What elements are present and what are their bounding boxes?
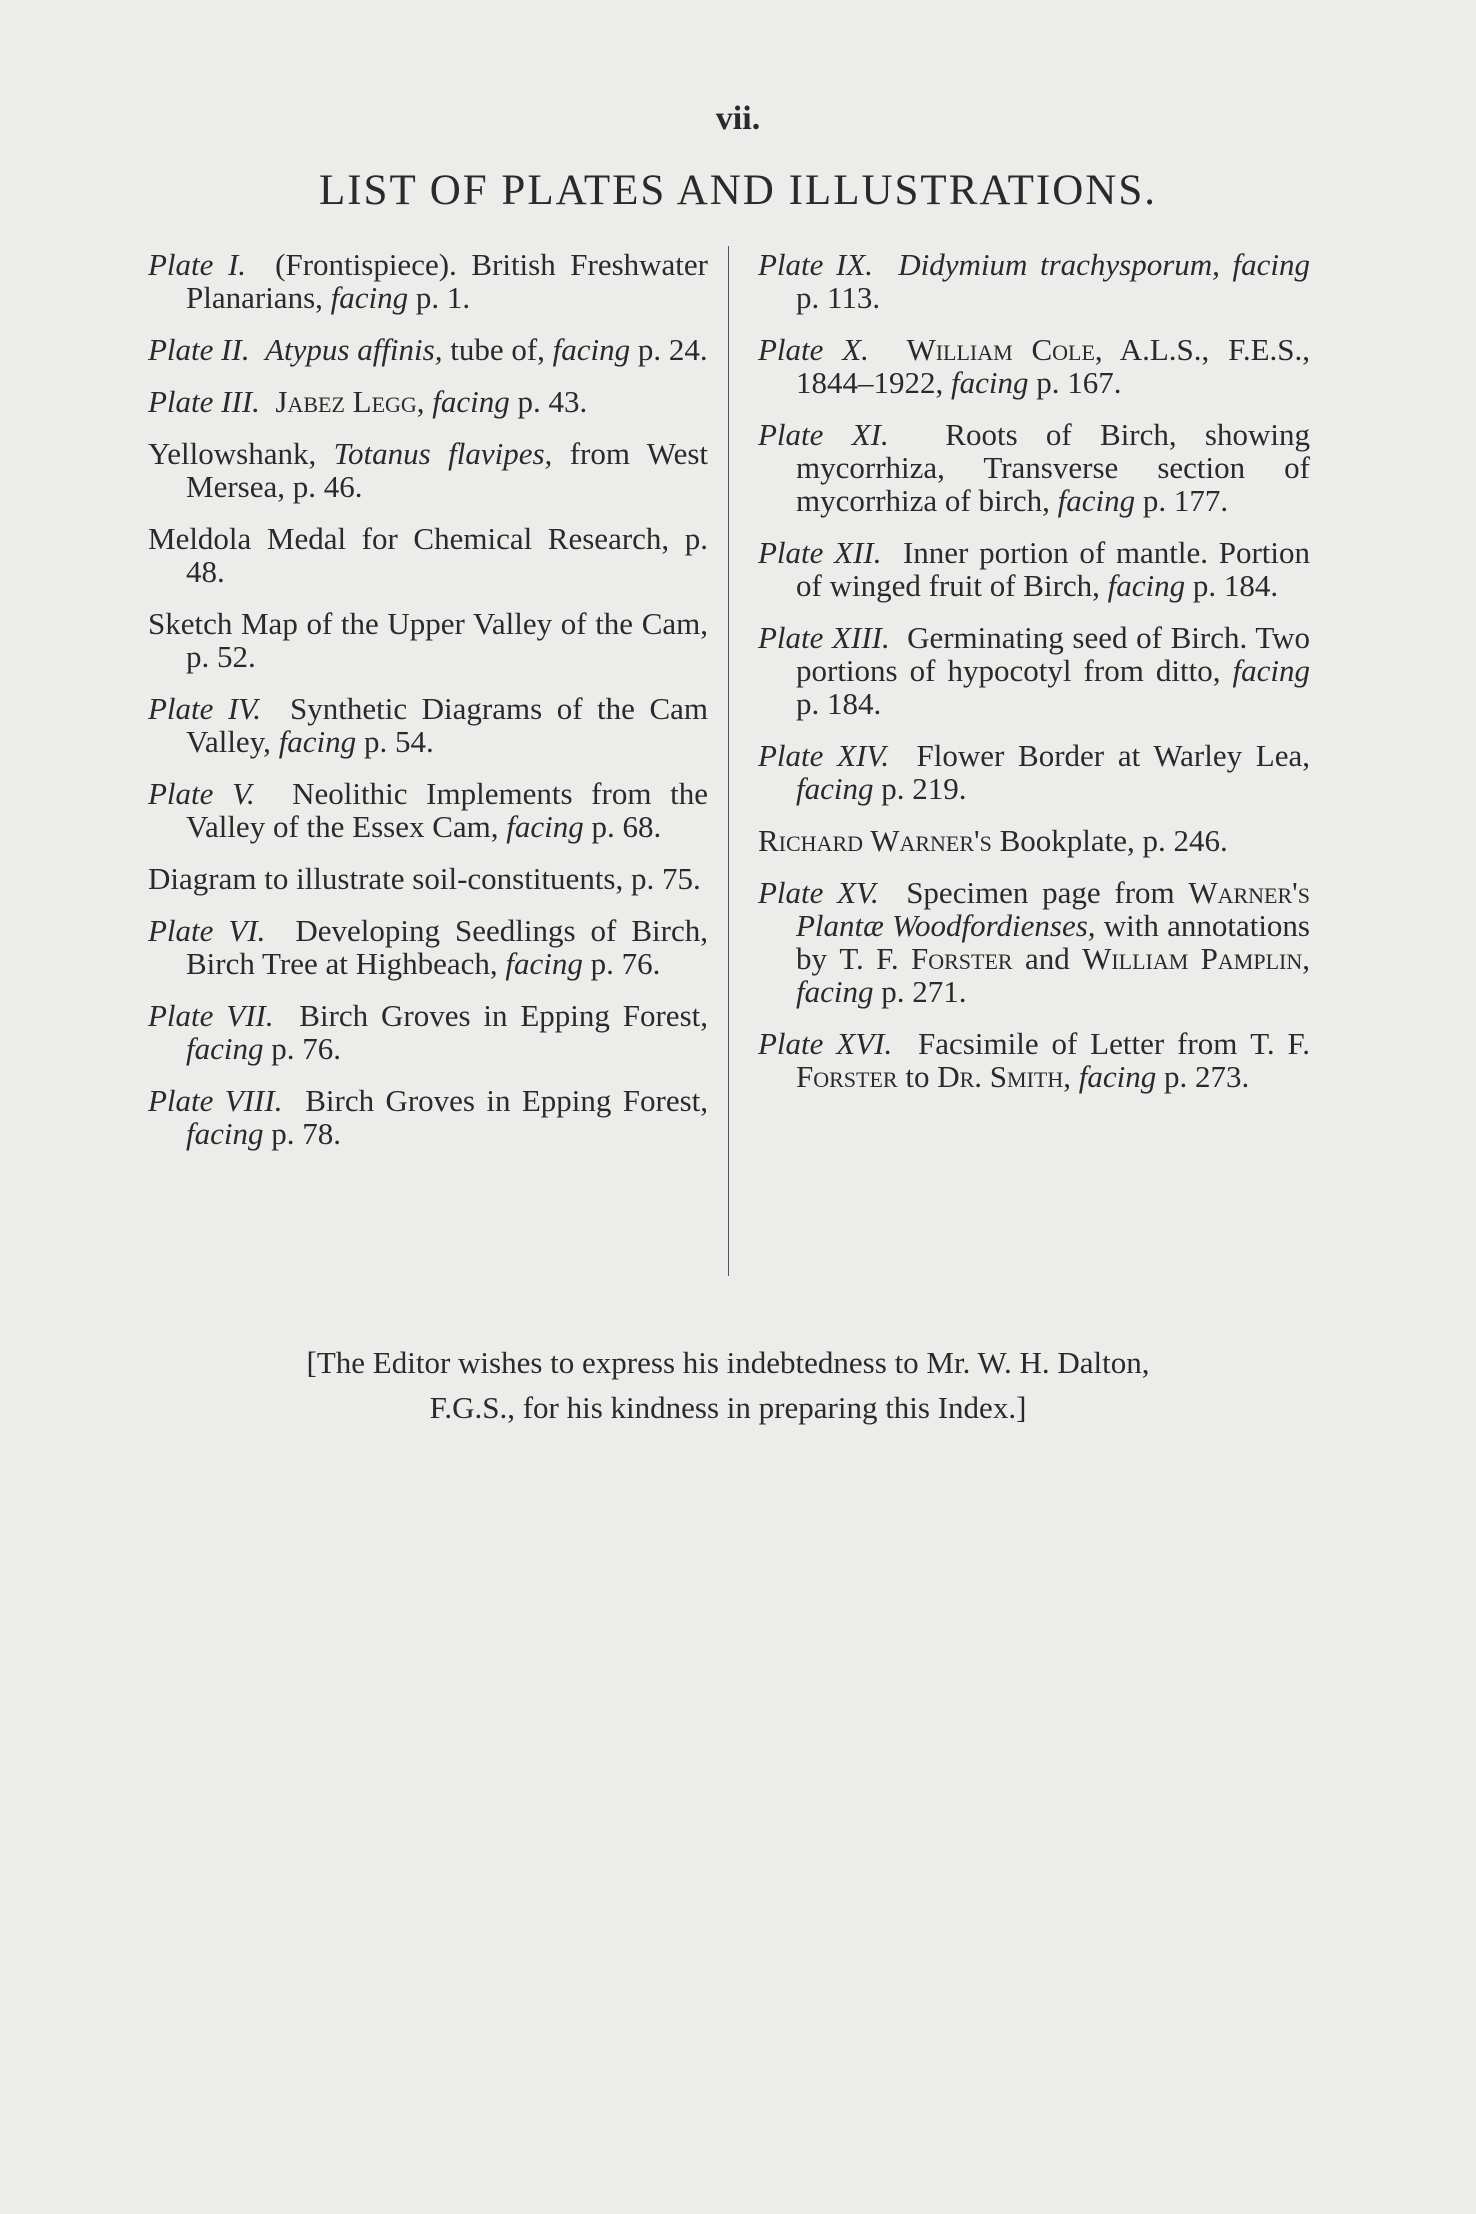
page-ref: p. 167. bbox=[1028, 365, 1122, 400]
entry-text: Roots of Birch, showing mycorrhiza, Transverse section of mycorrhiza of birch, bbox=[796, 417, 1310, 518]
editor-note-line: F.G.S., for his kindness in preparing this Index.] bbox=[429, 1390, 1027, 1425]
page-ref: p. 24. bbox=[630, 332, 708, 367]
plate-label: Plate IX. bbox=[758, 247, 874, 282]
list-entry bbox=[148, 333, 708, 366]
entry-text: Birch Groves in Epping Forest, bbox=[299, 998, 708, 1033]
list-entry bbox=[758, 1027, 1310, 1093]
facing-text: facing bbox=[1232, 247, 1311, 282]
plate-label: Plate XII. bbox=[758, 535, 882, 570]
page-number: vii. bbox=[715, 100, 761, 137]
list-entry bbox=[758, 739, 1310, 805]
plate-label: Plate VII. bbox=[148, 998, 274, 1033]
page-title: LIST OF PLATES AND ILLUSTRATIONS. bbox=[318, 167, 1158, 214]
plate-label: Plate III. bbox=[148, 384, 260, 419]
page-ref: p. 76. bbox=[582, 946, 661, 981]
plate-label: Plate IV. bbox=[148, 691, 261, 726]
entry-text: Neolithic Implements from the Valley of the Essex Cam, bbox=[186, 776, 708, 844]
plate-label: Plate XI. bbox=[758, 417, 889, 452]
list-entry bbox=[758, 876, 1310, 1008]
person-name: Richard Warner's bbox=[758, 823, 992, 858]
plate-label: Plate XIII. bbox=[758, 620, 890, 655]
list-entry bbox=[148, 914, 708, 980]
plate-label: Plate XVI. bbox=[758, 1026, 893, 1061]
entry-text: Specimen page from bbox=[906, 875, 1189, 910]
species-name: Totanus flavipes, bbox=[333, 436, 553, 471]
entry-text: A.L.S., F.E.S., 1844–1922, bbox=[796, 332, 1311, 400]
column-divider bbox=[728, 246, 729, 1276]
list-entry bbox=[758, 824, 1310, 857]
page-ref: p. 76. bbox=[263, 1031, 341, 1066]
list-entry bbox=[148, 385, 708, 418]
species-name: Atypus affinis, bbox=[265, 332, 443, 367]
entry-text: to bbox=[897, 1059, 938, 1094]
page-ref: p. 68. bbox=[583, 809, 662, 844]
list-entry bbox=[148, 248, 708, 314]
facing-text: facing bbox=[330, 280, 409, 315]
list-entry bbox=[148, 999, 708, 1065]
facing-text: facing bbox=[1057, 483, 1136, 518]
facing-text: facing bbox=[1070, 1059, 1157, 1094]
page-ref: p. 43. bbox=[509, 384, 588, 419]
page-ref: p. 177. bbox=[1135, 483, 1229, 518]
left-column bbox=[148, 248, 708, 1169]
list-entry bbox=[758, 333, 1310, 399]
entry-text: Meldola Medal for Chemical Research, p. 48. bbox=[148, 521, 708, 589]
list-entry bbox=[758, 621, 1310, 720]
facing-text: facing bbox=[796, 974, 874, 1009]
plate-label: Plate X. bbox=[758, 332, 869, 367]
entry-text: Flower Border at Warley Lea, bbox=[916, 738, 1311, 773]
list-entry bbox=[148, 607, 708, 673]
list-entry bbox=[148, 777, 708, 843]
facing-text: facing bbox=[1107, 568, 1186, 603]
person-name: William Pamplin, bbox=[1082, 941, 1311, 976]
page-ref: p. 113. bbox=[796, 280, 881, 315]
species-name: Didymium trachysporum, bbox=[898, 247, 1220, 282]
entry-text: Yellowshank, bbox=[148, 436, 334, 471]
person-name: William Cole, bbox=[906, 332, 1103, 367]
page-ref: p. 184. bbox=[796, 686, 882, 721]
page-ref: p. 184. bbox=[1185, 568, 1279, 603]
facing-text: facing bbox=[1232, 653, 1310, 688]
facing-text: facing bbox=[796, 771, 874, 806]
plate-label: Plate XV. bbox=[758, 875, 879, 910]
facing-text: facing bbox=[186, 1031, 264, 1066]
entry-text: Inner portion of mantle. Portion of winged fruit of Birch, bbox=[796, 535, 1310, 603]
entry-text: with annotations by bbox=[796, 908, 1310, 976]
book-title: Plantæ Woodfordienses, bbox=[796, 908, 1096, 943]
entry-text: Bookplate, p. 246. bbox=[991, 823, 1228, 858]
page-ref: p. 54. bbox=[356, 724, 434, 759]
entry-text: Developing Seedlings of Birch, Birch Tree at Highbeach, bbox=[186, 913, 708, 981]
entry-text: from West Mersea, p. 46. bbox=[186, 436, 709, 504]
plate-label: Plate II. bbox=[148, 332, 250, 367]
plate-label: Plate VIII. bbox=[148, 1083, 283, 1118]
facing-text: facing bbox=[186, 1116, 264, 1151]
entry-text: and bbox=[1012, 941, 1083, 976]
entry-text: (Frontispiece). British Freshwater Planarians, bbox=[186, 247, 709, 315]
list-entry bbox=[758, 536, 1310, 602]
facing-text: facing bbox=[278, 724, 357, 759]
facing-text: facing bbox=[552, 332, 631, 367]
entry-text bbox=[1220, 247, 1233, 282]
facing-text: facing bbox=[432, 384, 510, 419]
person-name: Dr. Smith, bbox=[937, 1059, 1071, 1094]
list-entry bbox=[758, 418, 1310, 517]
list-entry bbox=[148, 862, 708, 895]
facing-text: facing bbox=[951, 365, 1029, 400]
editor-note bbox=[148, 1340, 1308, 1430]
list-entry bbox=[148, 522, 708, 588]
plate-label: Plate V. bbox=[148, 776, 255, 811]
entry-text: Birch Groves in Epping Forest, bbox=[305, 1083, 709, 1118]
page-ref: p. 271. bbox=[873, 974, 967, 1009]
entry-text: Diagram to illustrate soil-constituents, p. 75. bbox=[148, 861, 701, 896]
person-name: Warner's bbox=[1188, 875, 1310, 910]
entry-text: Facsimile of Letter from bbox=[918, 1026, 1251, 1061]
page-ref: p. 78. bbox=[263, 1116, 341, 1151]
plate-label: Plate XIV. bbox=[758, 738, 890, 773]
facing-text: facing bbox=[506, 809, 584, 844]
editor-note-line: [The Editor wishes to express his indebtedness to Mr. W. H. Dalton, bbox=[306, 1345, 1150, 1380]
plate-label: Plate VI. bbox=[148, 913, 266, 948]
page-ref: p. 273. bbox=[1156, 1059, 1250, 1094]
facing-text: facing bbox=[505, 946, 583, 981]
person-name: T. F. Forster bbox=[796, 1026, 1310, 1094]
entry-text: Sketch Map of the Upper Valley of the Cam, p. 52. bbox=[148, 606, 708, 674]
list-entry bbox=[758, 248, 1310, 314]
person-name: Jabez Legg, bbox=[275, 384, 425, 419]
page-ref: p. 219. bbox=[873, 771, 967, 806]
entry-text: Germinating seed of Birch. Two portions of hypocotyl from ditto, bbox=[796, 620, 1311, 688]
page-ref: p. 1. bbox=[408, 280, 471, 315]
entry-text: Synthetic Diagrams of the Cam Valley, bbox=[186, 691, 708, 759]
right-column bbox=[758, 248, 1310, 1112]
list-entry bbox=[148, 692, 708, 758]
list-entry bbox=[148, 1084, 708, 1150]
person-name: T. F. Forster bbox=[839, 941, 1013, 976]
plate-label: Plate I. bbox=[148, 247, 247, 282]
list-entry bbox=[148, 437, 708, 503]
entry-text: tube of, bbox=[442, 332, 553, 367]
